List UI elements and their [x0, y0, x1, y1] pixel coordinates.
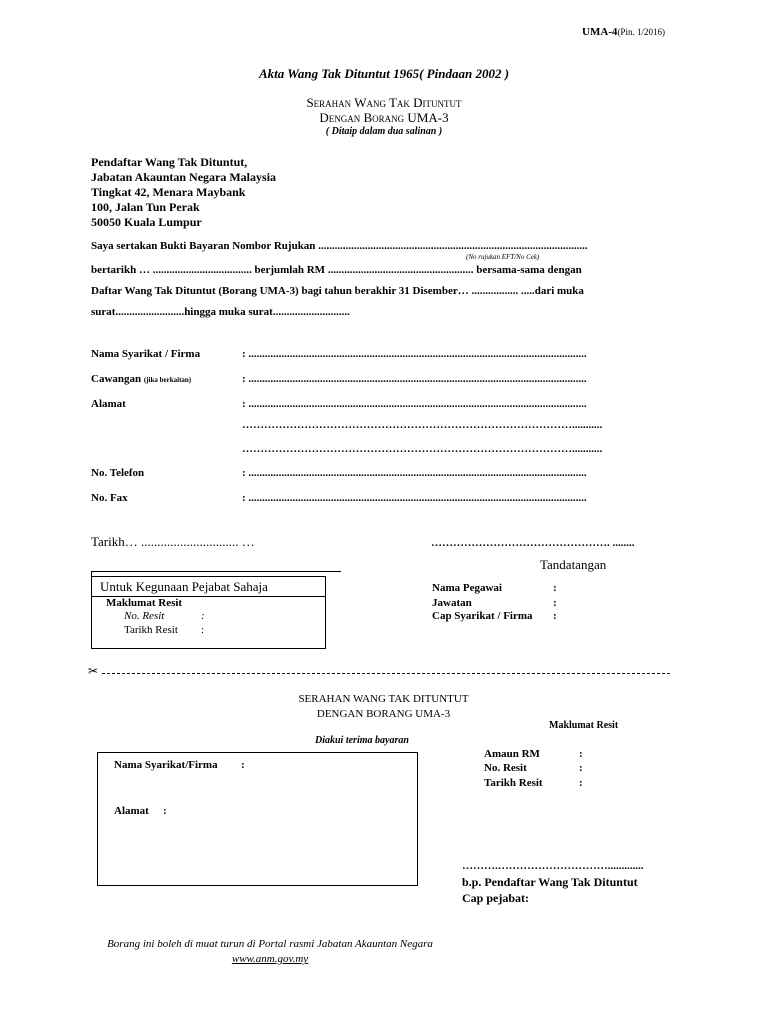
statement-line-1: Saya sertakan Bukti Bayaran Nombor Rujukan .................................................................................................. [91, 240, 588, 252]
officer-position-label: Jawatan [432, 597, 472, 609]
officer-position-colon: : [553, 597, 557, 609]
slip-receipt-date-label: Tarikh Resit [484, 777, 543, 789]
address-field-line3[interactable]: ………………………………………………………………………………........... [242, 443, 603, 455]
slip-registrar: b.p. Pendaftar Wang Tak Dituntut [462, 875, 638, 889]
address-label: Alamat [91, 398, 126, 410]
slip-company-colon[interactable]: : [241, 759, 245, 771]
slip-receipt-no-label: No. Resit [484, 762, 527, 774]
branch-field[interactable]: : ........................................................................................................................... [242, 373, 587, 385]
phone-label: No. Telefon [91, 467, 145, 479]
company-name-field[interactable]: : ........................................................................................................................... [242, 348, 587, 360]
scissors-icon: ✂ [88, 664, 99, 678]
date-field[interactable]: Tarikh… .............................. … [91, 534, 255, 549]
office-box-top-rule [91, 571, 341, 572]
address-line: Jabatan Akauntan Negara Malaysia [91, 170, 277, 184]
office-receipt-info: Maklumat Resit [106, 597, 183, 609]
slip-receipt-no-colon: : [579, 762, 583, 774]
address-line: Pendaftar Wang Tak Dituntut, [91, 155, 248, 169]
footer-url-link[interactable]: www.anm.gov.my [231, 953, 309, 965]
statement-line-4: surat.........................hingga muka surat............................ [91, 306, 350, 318]
company-stamp-label: Cap Syarikat / Firma [432, 610, 533, 622]
form-code-main: UMA-4 [582, 26, 618, 38]
office-receipt-no-colon: : [201, 610, 205, 622]
office-receipt-date-label: Tarikh Resit [124, 624, 178, 636]
slip-office-stamp: Cap pejabat: [462, 891, 530, 905]
slip-signature-line[interactable]: ……….…………………………............. [462, 860, 644, 872]
office-box-title: Untuk Kegunaan Pejabat Sahaja [100, 579, 268, 594]
slip-received: Diakui terima bayaran [315, 735, 409, 746]
footer-note: Borang ini boleh di muat turun di Portal rasmi Jabatan Akauntan Negara [107, 938, 433, 950]
form-code [582, 26, 665, 38]
company-stamp-colon: : [553, 610, 557, 622]
branch-label-text: Cawangan [91, 373, 142, 385]
officer-name-colon: : [553, 582, 557, 594]
address-line: 50050 Kuala Lumpur [91, 215, 202, 229]
cut-line [102, 673, 670, 674]
branch-label-note: (jika berkaitan) [143, 376, 192, 384]
office-receipt-no-label: No. Resit [124, 610, 165, 622]
officer-name-label: Nama Pegawai [432, 582, 502, 594]
recipient-address [91, 155, 276, 230]
phone-field[interactable]: : ........................................................................................................................... [242, 467, 587, 479]
signature-label: Tandatangan [540, 557, 607, 572]
form-title-line2: Dengan Borang UMA-3 [319, 110, 449, 125]
slip-company-box [97, 752, 418, 886]
form-subtitle: ( Ditaip dalam dua salinan ) [325, 126, 443, 137]
slip-receipt-date-colon: : [579, 777, 583, 789]
address-line: 100, Jalan Tun Perak [91, 200, 200, 214]
slip-address-colon[interactable]: : [163, 805, 167, 817]
fax-label: No. Fax [91, 492, 128, 504]
reference-note: (No rujukan EFT/No Cek) [466, 253, 540, 261]
slip-receipt-info: Maklumat Resit [549, 720, 619, 731]
act-title: Akta Wang Tak Dituntut 1965( Pindaan 2002 ) [258, 66, 510, 81]
branch-label [91, 373, 191, 385]
slip-address-label: Alamat [114, 805, 149, 817]
form-code-suffix: (Pin. 1/2016) [617, 27, 665, 37]
slip-amount-colon: : [579, 748, 583, 760]
slip-company-label: Nama Syarikat/Firma [114, 759, 218, 771]
form-title-line1: Serahan Wang Tak Dituntut [306, 95, 462, 110]
statement-line-2: bertarikh … .................................... berjumlah RM ..................................................... bersama-sama dengan [91, 264, 582, 276]
slip-amount-label: Amaun RM [484, 748, 540, 760]
office-box-left-tick [91, 571, 92, 577]
slip-title-line1: SERAHAN WANG TAK DITUNTUT [298, 693, 469, 705]
company-name-label: Nama Syarikat / Firma [91, 348, 201, 360]
address-field-line2[interactable]: ………………………………………………………………………………........... [242, 419, 603, 431]
fax-field[interactable]: : ........................................................................................................................... [242, 492, 587, 504]
statement-line-3: Daftar Wang Tak Dituntut (Borang UMA-3) bagi tahun berakhir 31 Disember… ................. .....dari muka [91, 285, 584, 297]
office-receipt-date-colon: : [201, 624, 205, 636]
slip-title-line2: DENGAN BORANG UMA-3 [316, 708, 451, 720]
address-field-line1[interactable]: : ........................................................................................................................... [242, 398, 587, 410]
signature-line[interactable]: …………………………………………. ........ [431, 537, 635, 549]
address-line: Tingkat 42, Menara Maybank [91, 185, 246, 199]
